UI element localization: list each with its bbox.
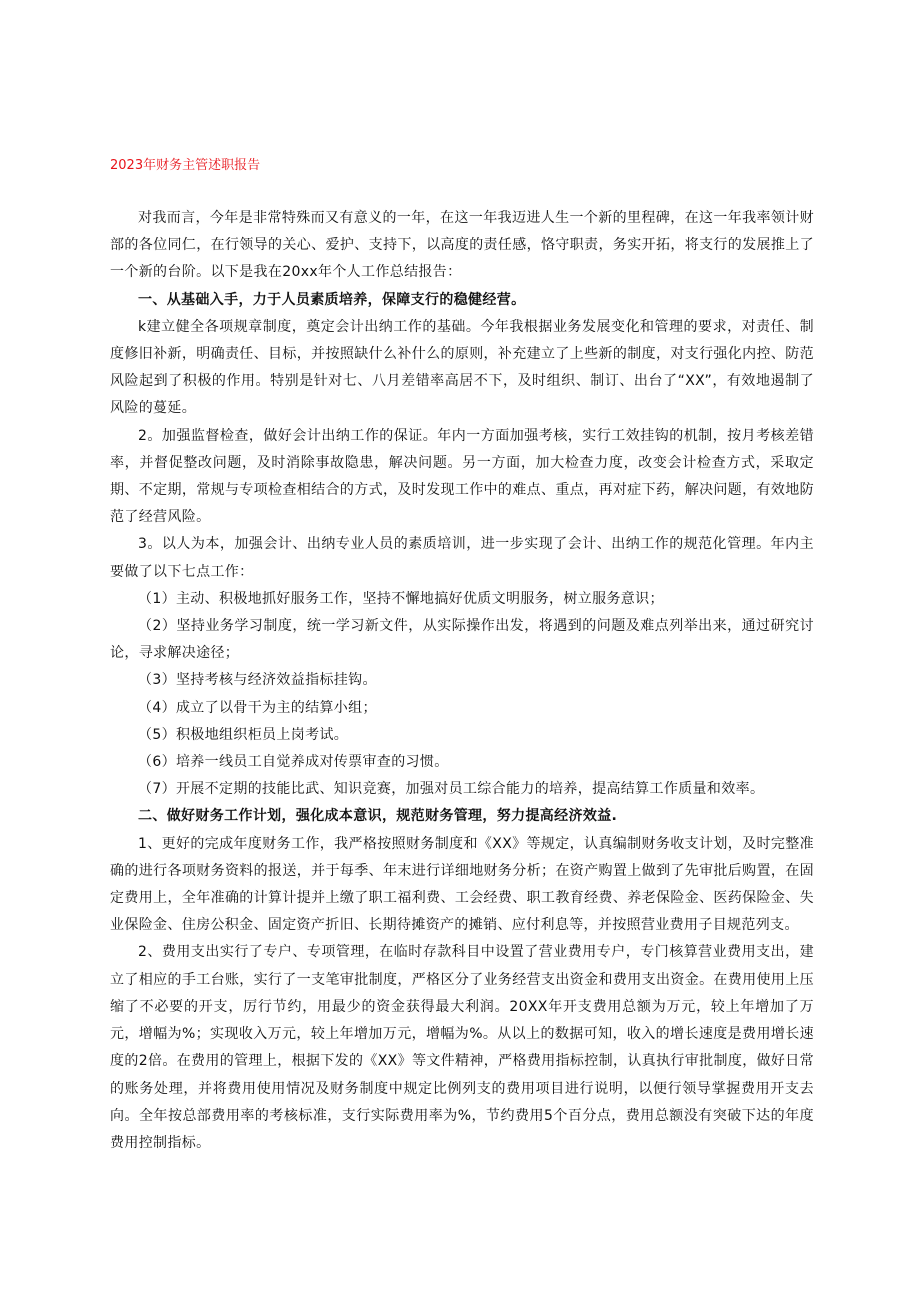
section-2-paragraph-2: 2、费用支出实行了专户、专项管理，在临时存款科目中设置了营业费用专户，专门核算营业费用支出，建立了相应的手工台账，实行了一支笔审批制度，严格区分了业务经营支出资金和费用支出资金。在费用使用上压缩了不必要的开支，厉行节约，用最少的资金获得最大利润。20XX年开支费用总额为万元，较上年增加了万元，增幅为%；实现收入万元，较上年增加万元，增幅为%。从以上的数据可知，收入的增长速度是费用增长速度的2倍。在费用的管理上，根据下发的《XX》等文件精神，严格费用指标控制，认真执行审批制度，做好日常的账务处理，并将费用使用情况及财务制度中规定比例列支的费用项目进行说明，以便行领导掌握费用开支去向。全年按总部费用率的考核标准，支行实际费用率为%，节约费用5个百分点，费用总额没有突破下达的年度费用控制指标。 xyxy=(110,944,814,1151)
intro-paragraph: 对我而言，今年是非常特殊而又有意义的一年，在这一年我迈进人生一个新的里程碑，在这一年我率领计财部的各位同仁，在行领导的关心、爱护、支持下，以高度的责任感，恪守职责，务实开拓，将支行的发展推上了一个新的台阶。以下是我在20xx年个人工作总结报告： xyxy=(110,210,814,281)
section-1-heading: 一、从基础入手，力于人员素质培养，保障支行的稳健经营。 xyxy=(138,291,526,308)
list-item: （3）坚持考核与经济效益指标挂钩。 xyxy=(138,672,377,689)
section-1-paragraph-2: 2。加强监督检查，做好会计出纳工作的保证。年内一方面加强考核，实行工效挂钩的机制，按月考核差错率，并督促整改问题，及时消除事故隐患，解决问题。另一方面，加大检查力度，改变会计检查方式，采取定期、不定期，常规与专项检查相结合的方式，及时发现工作中的难点、重点，再对症下药，解决问题，有效地防范了经营风险。 xyxy=(110,427,814,526)
section-1-paragraph-3: 3。以人为本，加强会计、出纳专业人员的素质培训，进一步实现了会计、出纳工作的规范化管理。年内主要做了以下七点工作： xyxy=(110,536,814,580)
document-title: 2023年财务主管述职报告 xyxy=(110,158,261,173)
section-2-paragraph-1: 1、更好的完成年度财务工作，我严格按照财务制度和《XX》等规定，认真编制财务收支计划，及时完整准确的进行各项财务资料的报送，并于每季、年末进行详细地财务分析；在资产购置上做到了先审批后购置，在固定费用上，全年准确的计算计提并上缴了职工福利费、工会经费、职工教育经费、养老保险金、医药保险金、失业保险金、住房公积金、固定资产折旧、长期待摊资产的摊销、应付利息等，并按照营业费用子目规范列支。 xyxy=(110,835,814,934)
list-item: （4）成立了以骨干为主的结算小组； xyxy=(138,699,377,716)
list-item: （5）积极地组织柜员上岗考试。 xyxy=(138,726,349,743)
list-item: （1）主动、积极地抓好服务工作，坚持不懈地搞好优质文明服务，树立服务意识； xyxy=(138,590,664,607)
list-item: （6）培养一线员工自觉养成对传票审查的习惯。 xyxy=(138,754,449,771)
section-2-heading: 二、做好财务工作计划，强化成本意识，规范财务管理，努力提高经济效益. xyxy=(138,808,618,825)
document-page xyxy=(110,156,814,1157)
section-1-paragraph-1: k建立健全各项规章制度，奠定会计出纳工作的基础。今年我根据业务发展变化和管理的要求，对责任、制度修旧补新，明确责任、目标，并按照缺什么补什么的原则，补充建立了上些新的制度，对支行强化内控、防范风险起到了积极的作用。特别是针对七、八月差错率高居不下，及时组织、制订、出台了“XX”，有效地遏制了风险的蔓延。 xyxy=(110,318,814,417)
list-item: （2）坚持业务学习制度，统一学习新文件，从实际操作出发，将遇到的问题及难点列举出来，通过研究讨论，寻求解决途径； xyxy=(110,618,814,662)
list-item: （7）开展不定期的技能比武、知识竞赛，加强对员工综合能力的培养，提高结算工作质量和效率。 xyxy=(138,781,765,798)
